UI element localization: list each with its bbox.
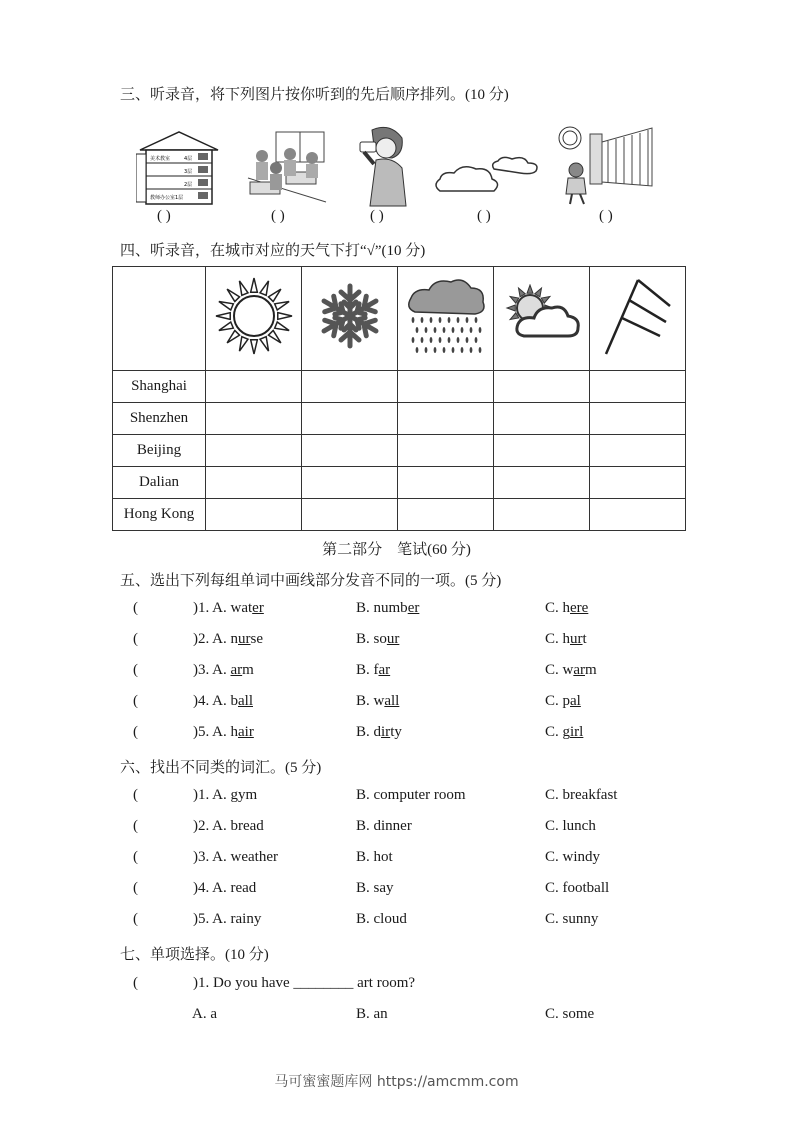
question-number: )5. A. bbox=[193, 724, 231, 740]
city-shanghai: Shanghai bbox=[113, 371, 206, 403]
check-cell[interactable] bbox=[206, 435, 302, 467]
question-number: )4. A. bbox=[193, 693, 231, 709]
word-prefix: C. p bbox=[545, 693, 571, 709]
question-row bbox=[133, 975, 415, 992]
check-cell[interactable] bbox=[206, 499, 302, 531]
section5-title: 五、选出下列每组单词中画线部分发音不同的一项。(5 分) bbox=[120, 573, 502, 589]
footer-watermark: 马可蜜蜜题库网 https://amcmm.com bbox=[274, 1074, 519, 1090]
word-prefix: C. w bbox=[545, 662, 574, 678]
section3-title: 三、听录音，将下列图片按你听到的先后顺序排列。(10 分) bbox=[120, 87, 509, 103]
check-cell[interactable] bbox=[590, 499, 686, 531]
answer-paren[interactable]: ( bbox=[133, 600, 138, 616]
answer-paren[interactable]: ( bbox=[133, 693, 138, 709]
weather-table bbox=[112, 266, 686, 531]
option-c: C. windy bbox=[545, 849, 601, 865]
check-cell[interactable] bbox=[302, 499, 398, 531]
check-cell[interactable] bbox=[206, 371, 302, 403]
underlined-part: ar bbox=[378, 662, 391, 678]
underlined-part: ir bbox=[381, 724, 391, 740]
question-row bbox=[133, 880, 256, 897]
option-c bbox=[545, 662, 597, 679]
answer-paren[interactable]: ( bbox=[133, 849, 138, 865]
underlined-part: ar bbox=[573, 662, 585, 678]
option-a: )3. A. weather bbox=[193, 849, 278, 865]
check-cell[interactable] bbox=[590, 371, 686, 403]
answer-paren[interactable]: ( bbox=[133, 880, 138, 896]
answer-blank-2[interactable]: ( ) bbox=[271, 208, 285, 224]
check-cell[interactable] bbox=[206, 467, 302, 499]
underlined-part: air bbox=[238, 724, 254, 740]
underlined-part: er bbox=[252, 600, 264, 616]
corner-cell bbox=[113, 267, 206, 371]
question-row bbox=[133, 787, 257, 804]
answer-blank-4[interactable]: ( ) bbox=[477, 208, 491, 224]
option-a: )2. A. bread bbox=[193, 818, 264, 834]
check-cell[interactable] bbox=[494, 371, 590, 403]
option-c bbox=[545, 631, 587, 648]
building-label-4: 2层 bbox=[184, 182, 193, 188]
underlined-part: all bbox=[384, 693, 400, 709]
answer-paren[interactable]: ( bbox=[133, 662, 138, 678]
city-hong-kong: Hong Kong bbox=[113, 499, 206, 531]
option-b: B. an bbox=[356, 1006, 388, 1022]
city-shenzhen: Shenzhen bbox=[113, 403, 206, 435]
word-prefix: B. w bbox=[356, 693, 385, 709]
question-stem: )1. Do you have ________ art room? bbox=[193, 975, 416, 991]
building-label-1: 美术教室 bbox=[150, 156, 171, 162]
word-prefix: B. d bbox=[356, 724, 382, 740]
word-prefix: b bbox=[230, 693, 238, 709]
option-a: )4. A. read bbox=[193, 880, 257, 896]
answer-blank-1[interactable]: ( ) bbox=[157, 208, 171, 224]
header-sun bbox=[206, 267, 302, 371]
partly-cloudy-icon bbox=[502, 284, 582, 348]
word-suffix: m bbox=[242, 662, 254, 678]
option-c bbox=[545, 693, 581, 710]
underlined-part: ur bbox=[238, 631, 251, 647]
check-cell[interactable] bbox=[302, 467, 398, 499]
section6-title: 六、找出不同类的词汇。(5 分) bbox=[120, 760, 322, 776]
option-a: A. a bbox=[192, 1006, 217, 1022]
option-a: )1. A. gym bbox=[193, 787, 258, 803]
check-cell[interactable] bbox=[398, 467, 494, 499]
underlined-part: irl bbox=[570, 724, 584, 740]
word-suffix: se bbox=[250, 631, 263, 647]
word-suffix: m bbox=[585, 662, 597, 678]
answer-paren[interactable]: ( bbox=[133, 975, 138, 991]
option-b bbox=[356, 693, 399, 710]
boy-drinking-icon bbox=[352, 124, 414, 208]
section4-title: 四、听录音，在城市对应的天气下打“√”(10 分) bbox=[120, 243, 426, 259]
underlined-part: al bbox=[570, 693, 581, 709]
check-cell[interactable] bbox=[590, 435, 686, 467]
answer-paren[interactable]: ( bbox=[133, 818, 138, 834]
check-cell[interactable] bbox=[494, 499, 590, 531]
option-b bbox=[356, 662, 390, 679]
word-prefix: B. numb bbox=[356, 600, 408, 616]
question-row bbox=[133, 631, 263, 648]
option-c: C. football bbox=[545, 880, 610, 896]
check-cell[interactable] bbox=[302, 371, 398, 403]
check-cell[interactable] bbox=[590, 403, 686, 435]
option-b: B. say bbox=[356, 880, 394, 896]
answer-blank-3[interactable]: ( ) bbox=[370, 208, 384, 224]
word-suffix: t bbox=[582, 631, 587, 647]
building-label-3: 3层 bbox=[184, 169, 193, 175]
question-row bbox=[133, 693, 253, 710]
classroom-students-icon bbox=[246, 128, 328, 206]
option-a: )5. A. rainy bbox=[193, 911, 262, 927]
check-cell[interactable] bbox=[302, 435, 398, 467]
section7-title: 七、单项选择。(10 分) bbox=[120, 947, 269, 963]
answer-paren[interactable]: ( bbox=[133, 787, 138, 803]
city-beijing: Beijing bbox=[113, 435, 206, 467]
question-row bbox=[133, 724, 254, 741]
school-building-icon bbox=[136, 130, 222, 206]
header-rain bbox=[398, 267, 494, 371]
check-cell[interactable] bbox=[398, 435, 494, 467]
header-snow bbox=[302, 267, 398, 371]
check-cell[interactable] bbox=[398, 403, 494, 435]
girl-school-gate-icon bbox=[556, 124, 656, 208]
question-row bbox=[133, 849, 278, 866]
word-prefix: B. so bbox=[356, 631, 387, 647]
word-prefix: C. g bbox=[545, 724, 571, 740]
option-b: B. hot bbox=[356, 849, 393, 865]
building-label-2: 4层 bbox=[184, 156, 193, 162]
question-number: )1. A. bbox=[193, 600, 231, 616]
answer-paren[interactable]: ( bbox=[133, 631, 138, 647]
check-cell[interactable] bbox=[494, 467, 590, 499]
underlined-part: ur bbox=[570, 631, 583, 647]
answer-blank-5[interactable]: ( ) bbox=[599, 208, 613, 224]
option-c bbox=[545, 600, 588, 617]
option-c bbox=[545, 724, 583, 741]
underlined-part: ur bbox=[386, 631, 400, 647]
city-dalian: Dalian bbox=[113, 467, 206, 499]
word-prefix: C. h bbox=[545, 631, 571, 647]
question-number: )2. A. bbox=[193, 631, 231, 647]
check-cell[interactable] bbox=[494, 403, 590, 435]
check-cell[interactable] bbox=[398, 499, 494, 531]
clouds-icon bbox=[432, 155, 544, 201]
check-cell[interactable] bbox=[590, 467, 686, 499]
option-b bbox=[356, 724, 402, 741]
check-cell[interactable] bbox=[302, 403, 398, 435]
sun-icon bbox=[212, 274, 296, 358]
option-b: B. dinner bbox=[356, 818, 412, 834]
question-row bbox=[133, 662, 254, 679]
answer-paren[interactable]: ( bbox=[133, 911, 138, 927]
check-cell[interactable] bbox=[494, 435, 590, 467]
underlined-part: all bbox=[238, 693, 253, 709]
option-c: C. breakfast bbox=[545, 787, 618, 803]
option-b: B. computer room bbox=[356, 787, 466, 803]
snowflake-icon bbox=[315, 280, 385, 352]
underlined-part: ar bbox=[230, 662, 243, 678]
wind-flag-icon bbox=[598, 274, 678, 358]
header-windy bbox=[590, 267, 686, 371]
check-cell[interactable] bbox=[398, 371, 494, 403]
option-c: C. sunny bbox=[545, 911, 599, 927]
header-partly-cloudy bbox=[494, 267, 590, 371]
question-number: )3. A. bbox=[193, 662, 231, 678]
answer-paren[interactable]: ( bbox=[133, 724, 138, 740]
option-b bbox=[356, 631, 399, 648]
option-b: B. cloud bbox=[356, 911, 407, 927]
check-cell[interactable] bbox=[206, 403, 302, 435]
option-b bbox=[356, 600, 419, 617]
question-row bbox=[133, 911, 261, 928]
part2-title: 第二部分 笔试(60 分) bbox=[322, 542, 471, 558]
word-prefix: wat bbox=[230, 600, 253, 616]
word-suffix: ty bbox=[390, 724, 402, 740]
word-prefix: C. h bbox=[545, 600, 571, 616]
word-prefix: n bbox=[230, 631, 238, 647]
underlined-part: ere bbox=[570, 600, 589, 616]
option-c: C. lunch bbox=[545, 818, 596, 834]
question-row bbox=[133, 818, 264, 835]
word-prefix: h bbox=[230, 724, 238, 740]
option-c: C. some bbox=[545, 1006, 595, 1022]
rain-cloud-icon bbox=[403, 274, 489, 358]
building-label-5: 教师办公室1层 bbox=[150, 195, 184, 201]
question-row bbox=[133, 600, 264, 617]
underlined-part: er bbox=[407, 600, 420, 616]
word-prefix: B. f bbox=[356, 662, 379, 678]
